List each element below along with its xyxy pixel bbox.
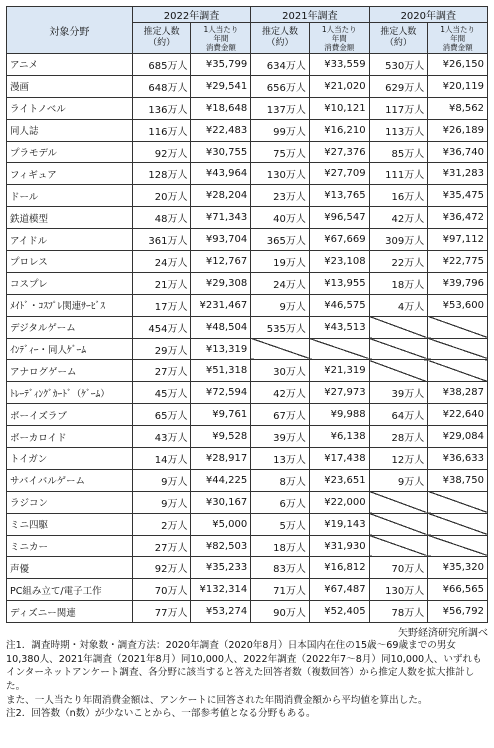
population-cell: 18万人	[251, 535, 310, 557]
population-cell: 29万人	[132, 338, 191, 360]
category-cell: ディズニー関連	[7, 601, 133, 623]
population-cell: 9万人	[132, 469, 191, 491]
table-row	[7, 535, 488, 557]
population-cell: 90万人	[251, 601, 310, 623]
table-row	[7, 75, 488, 97]
category-cell: 鉄道模型	[7, 207, 133, 229]
population-cell: 27万人	[132, 535, 191, 557]
spend-cell: ¥22,483	[191, 119, 251, 141]
category-cell: ﾒｲﾄﾞ・ｺｽﾌﾟﾚ関連ｻｰﾋﾞｽ	[7, 294, 133, 316]
table-row	[7, 272, 488, 294]
no-data-cell	[369, 360, 428, 382]
category-cell: アナログゲーム	[7, 360, 133, 382]
category-cell: アイドル	[7, 229, 133, 251]
population-cell: 9万人	[251, 294, 310, 316]
table-row	[7, 97, 488, 119]
category-cell: ドール	[7, 185, 133, 207]
category-cell: コスプレ	[7, 272, 133, 294]
spend-cell: ¥38,287	[428, 382, 488, 404]
category-cell: フィギュア	[7, 163, 133, 185]
population-cell: 42万人	[369, 207, 428, 229]
population-cell: 530万人	[369, 54, 428, 76]
source-credit: 矢野経済研究所調べ	[398, 628, 488, 640]
population-cell: 117万人	[369, 97, 428, 119]
spend-cell: ¥43,513	[309, 316, 369, 338]
spend-header: 1人当たり 年間 消費金額	[309, 23, 369, 54]
category-cell: サバイバルゲーム	[7, 469, 133, 491]
population-cell: 12万人	[369, 448, 428, 470]
population-cell: 2万人	[132, 513, 191, 535]
spend-cell: ¥9,761	[191, 404, 251, 426]
spend-cell: ¥29,541	[191, 75, 251, 97]
category-cell: ライトノベル	[7, 97, 133, 119]
spend-cell: ¥97,112	[428, 229, 488, 251]
category-cell: ミニ四駆	[7, 513, 133, 535]
population-cell: 19万人	[251, 251, 310, 273]
table-row	[7, 404, 488, 426]
spend-cell: ¥30,755	[191, 141, 251, 163]
no-data-cell	[428, 360, 488, 382]
spend-cell: ¥132,314	[191, 579, 251, 601]
table-row	[7, 141, 488, 163]
spend-cell: ¥67,669	[309, 229, 369, 251]
table-row	[7, 251, 488, 273]
spend-cell: ¥10,121	[309, 97, 369, 119]
category-header: 対象分野	[7, 7, 133, 54]
population-cell: 67万人	[251, 404, 310, 426]
spend-cell: ¥13,765	[309, 185, 369, 207]
population-cell: 9万人	[132, 491, 191, 513]
table-row	[7, 207, 488, 229]
spend-cell: ¥22,775	[428, 251, 488, 273]
spend-cell: ¥231,467	[191, 294, 251, 316]
population-cell: 77万人	[132, 601, 191, 623]
population-header: 推定人数 （約）	[251, 23, 310, 54]
population-cell: 9万人	[369, 469, 428, 491]
spend-cell: ¥8,562	[428, 97, 488, 119]
population-cell: 656万人	[251, 75, 310, 97]
population-cell: 24万人	[132, 251, 191, 273]
table-row	[7, 119, 488, 141]
no-data-cell	[428, 338, 488, 360]
population-cell: 685万人	[132, 54, 191, 76]
report-document	[6, 6, 488, 721]
spend-cell: ¥67,487	[309, 579, 369, 601]
population-cell: 22万人	[369, 251, 428, 273]
spend-cell: ¥36,472	[428, 207, 488, 229]
spend-cell: ¥23,651	[309, 469, 369, 491]
no-data-cell	[369, 535, 428, 557]
year-header-2022: 2022年調査	[132, 7, 250, 23]
year-header-row	[7, 7, 488, 23]
table-row	[7, 426, 488, 448]
population-cell: 130万人	[369, 579, 428, 601]
spend-cell: ¥9,988	[309, 404, 369, 426]
spend-cell: ¥20,119	[428, 75, 488, 97]
table-row	[7, 382, 488, 404]
spend-cell: ¥33,559	[309, 54, 369, 76]
category-cell: 漫画	[7, 75, 133, 97]
population-cell: 16万人	[369, 185, 428, 207]
spend-cell: ¥18,648	[191, 97, 251, 119]
population-cell: 4万人	[369, 294, 428, 316]
population-cell: 92万人	[132, 557, 191, 579]
population-cell: 116万人	[132, 119, 191, 141]
table-row	[7, 316, 488, 338]
spend-cell: ¥27,376	[309, 141, 369, 163]
table-row	[7, 54, 488, 76]
table-row	[7, 229, 488, 251]
spend-cell: ¥21,020	[309, 75, 369, 97]
population-cell: 137万人	[251, 97, 310, 119]
table-body	[7, 54, 488, 623]
no-data-cell	[309, 338, 369, 360]
population-cell: 24万人	[251, 272, 310, 294]
population-cell: 75万人	[251, 141, 310, 163]
spend-cell: ¥36,740	[428, 141, 488, 163]
spend-cell: ¥38,750	[428, 469, 488, 491]
spend-cell: ¥12,767	[191, 251, 251, 273]
population-cell: 130万人	[251, 163, 310, 185]
spend-cell: ¥22,640	[428, 404, 488, 426]
footnotes	[6, 639, 488, 721]
spend-cell: ¥43,964	[191, 163, 251, 185]
spend-cell: ¥21,319	[309, 360, 369, 382]
spend-header: 1人当たり 年間 消費金額	[428, 23, 488, 54]
population-cell: 20万人	[132, 185, 191, 207]
population-header: 推定人数 （約）	[369, 23, 428, 54]
spend-cell: ¥17,438	[309, 448, 369, 470]
table-row	[7, 163, 488, 185]
category-cell: トイガン	[7, 448, 133, 470]
no-data-cell	[369, 491, 428, 513]
no-data-cell	[369, 513, 428, 535]
population-cell: 629万人	[369, 75, 428, 97]
spend-cell: ¥35,475	[428, 185, 488, 207]
spend-cell: ¥16,812	[309, 557, 369, 579]
spend-cell: ¥53,600	[428, 294, 488, 316]
otaku-market-table	[6, 6, 488, 623]
table-row	[7, 513, 488, 535]
population-cell: 309万人	[369, 229, 428, 251]
spend-header: 1人当たり 年間 消費金額	[191, 23, 251, 54]
population-cell: 113万人	[369, 119, 428, 141]
population-cell: 21万人	[132, 272, 191, 294]
spend-cell: ¥19,143	[309, 513, 369, 535]
population-cell: 361万人	[132, 229, 191, 251]
year-header-2020: 2020年調査	[369, 7, 487, 23]
population-cell: 64万人	[369, 404, 428, 426]
population-cell: 454万人	[132, 316, 191, 338]
population-cell: 65万人	[132, 404, 191, 426]
spend-cell: ¥9,528	[191, 426, 251, 448]
spend-cell: ¥29,084	[428, 426, 488, 448]
table-row	[7, 294, 488, 316]
population-cell: 70万人	[132, 579, 191, 601]
spend-cell: ¥53,274	[191, 601, 251, 623]
footnote: また、一人当たり年間消費金額は、アンケートに回答された年間消費金額から平均値を算出した。	[6, 694, 428, 706]
population-cell: 83万人	[251, 557, 310, 579]
spend-cell: ¥31,283	[428, 163, 488, 185]
spend-cell: ¥29,308	[191, 272, 251, 294]
population-cell: 136万人	[132, 97, 191, 119]
population-cell: 71万人	[251, 579, 310, 601]
population-cell: 28万人	[369, 426, 428, 448]
no-data-cell	[369, 316, 428, 338]
spend-cell: ¥96,547	[309, 207, 369, 229]
category-cell: 声優	[7, 557, 133, 579]
category-cell: ﾄﾚｰﾃﾞｨﾝｸﾞｶｰﾄﾞ（ｹﾞｰﾑ）	[7, 382, 133, 404]
footnote: 注2．回答数（n数）が少ないことから、一部参考値となる分野もある。	[6, 708, 316, 720]
category-cell: プロレス	[7, 251, 133, 273]
table-row	[7, 557, 488, 579]
no-data-cell	[251, 338, 310, 360]
spend-cell: ¥52,405	[309, 601, 369, 623]
population-cell: 39万人	[369, 382, 428, 404]
category-cell: ミニカー	[7, 535, 133, 557]
spend-cell: ¥5,000	[191, 513, 251, 535]
spend-cell: ¥30,167	[191, 491, 251, 513]
spend-cell: ¥27,709	[309, 163, 369, 185]
population-cell: 365万人	[251, 229, 310, 251]
population-cell: 99万人	[251, 119, 310, 141]
spend-cell: ¥35,233	[191, 557, 251, 579]
spend-cell: ¥13,955	[309, 272, 369, 294]
spend-cell: ¥26,189	[428, 119, 488, 141]
no-data-cell	[428, 491, 488, 513]
category-cell: プラモデル	[7, 141, 133, 163]
spend-cell: ¥82,503	[191, 535, 251, 557]
population-cell: 634万人	[251, 54, 310, 76]
population-cell: 648万人	[132, 75, 191, 97]
population-cell: 18万人	[369, 272, 428, 294]
table-row	[7, 338, 488, 360]
category-cell: アニメ	[7, 54, 133, 76]
spend-cell: ¥27,973	[309, 382, 369, 404]
spend-cell: ¥36,633	[428, 448, 488, 470]
spend-cell: ¥51,318	[191, 360, 251, 382]
population-cell: 14万人	[132, 448, 191, 470]
spend-cell: ¥16,210	[309, 119, 369, 141]
category-cell: ボーイズラブ	[7, 404, 133, 426]
spend-cell: ¥28,204	[191, 185, 251, 207]
table-row	[7, 185, 488, 207]
population-cell: 45万人	[132, 382, 191, 404]
category-cell: 同人誌	[7, 119, 133, 141]
spend-cell: ¥26,150	[428, 54, 488, 76]
table-row	[7, 469, 488, 491]
population-cell: 30万人	[251, 360, 310, 382]
population-cell: 111万人	[369, 163, 428, 185]
no-data-cell	[369, 338, 428, 360]
table-row	[7, 448, 488, 470]
category-cell: ラジコン	[7, 491, 133, 513]
population-cell: 8万人	[251, 469, 310, 491]
population-cell: 535万人	[251, 316, 310, 338]
spend-cell: ¥6,138	[309, 426, 369, 448]
spend-cell: ¥56,792	[428, 601, 488, 623]
no-data-cell	[428, 513, 488, 535]
spend-cell: ¥72,594	[191, 382, 251, 404]
footnote: 注1．調査時期・対象数・調査方法：2020年調査（2020年8月）日本国内在住の15歳〜69歳までの男女10,380人、2021年調査（2021年8月）同10,000人、2022年調査（2022年7〜8月）同10,000人、いずれもインターネットアンケート調査、各分野に該当すると答えた回答者数（複数回答）から推定人数を拡大推計した。	[6, 640, 482, 692]
population-cell: 5万人	[251, 513, 310, 535]
table-row	[7, 579, 488, 601]
year-header-2021: 2021年調査	[251, 7, 369, 23]
population-cell: 6万人	[251, 491, 310, 513]
spend-cell: ¥35,320	[428, 557, 488, 579]
spend-cell: ¥35,799	[191, 54, 251, 76]
table-row	[7, 491, 488, 513]
population-cell: 17万人	[132, 294, 191, 316]
population-cell: 70万人	[369, 557, 428, 579]
spend-cell: ¥13,319	[191, 338, 251, 360]
population-cell: 92万人	[132, 141, 191, 163]
table-row	[7, 360, 488, 382]
population-cell: 128万人	[132, 163, 191, 185]
category-cell: PC組み立て/電子工作	[7, 579, 133, 601]
population-header: 推定人数 （約）	[132, 23, 191, 54]
population-cell: 42万人	[251, 382, 310, 404]
category-cell: ボーカロイド	[7, 426, 133, 448]
category-cell: ｲﾝﾃﾞｨｰ・同人ｹﾞｰﾑ	[7, 338, 133, 360]
spend-cell: ¥46,575	[309, 294, 369, 316]
population-cell: 23万人	[251, 185, 310, 207]
table-row	[7, 601, 488, 623]
spend-cell: ¥48,504	[191, 316, 251, 338]
spend-cell: ¥28,917	[191, 448, 251, 470]
population-cell: 85万人	[369, 141, 428, 163]
category-cell: デジタルゲーム	[7, 316, 133, 338]
no-data-cell	[428, 535, 488, 557]
spend-cell: ¥66,565	[428, 579, 488, 601]
spend-cell: ¥71,343	[191, 207, 251, 229]
no-data-cell	[428, 316, 488, 338]
population-cell: 43万人	[132, 426, 191, 448]
spend-cell: ¥93,704	[191, 229, 251, 251]
population-cell: 40万人	[251, 207, 310, 229]
spend-cell: ¥31,930	[309, 535, 369, 557]
spend-cell: ¥22,000	[309, 491, 369, 513]
population-cell: 39万人	[251, 426, 310, 448]
population-cell: 48万人	[132, 207, 191, 229]
population-cell: 13万人	[251, 448, 310, 470]
population-cell: 78万人	[369, 601, 428, 623]
population-cell: 27万人	[132, 360, 191, 382]
spend-cell: ¥44,225	[191, 469, 251, 491]
spend-cell: ¥23,108	[309, 251, 369, 273]
spend-cell: ¥39,796	[428, 272, 488, 294]
